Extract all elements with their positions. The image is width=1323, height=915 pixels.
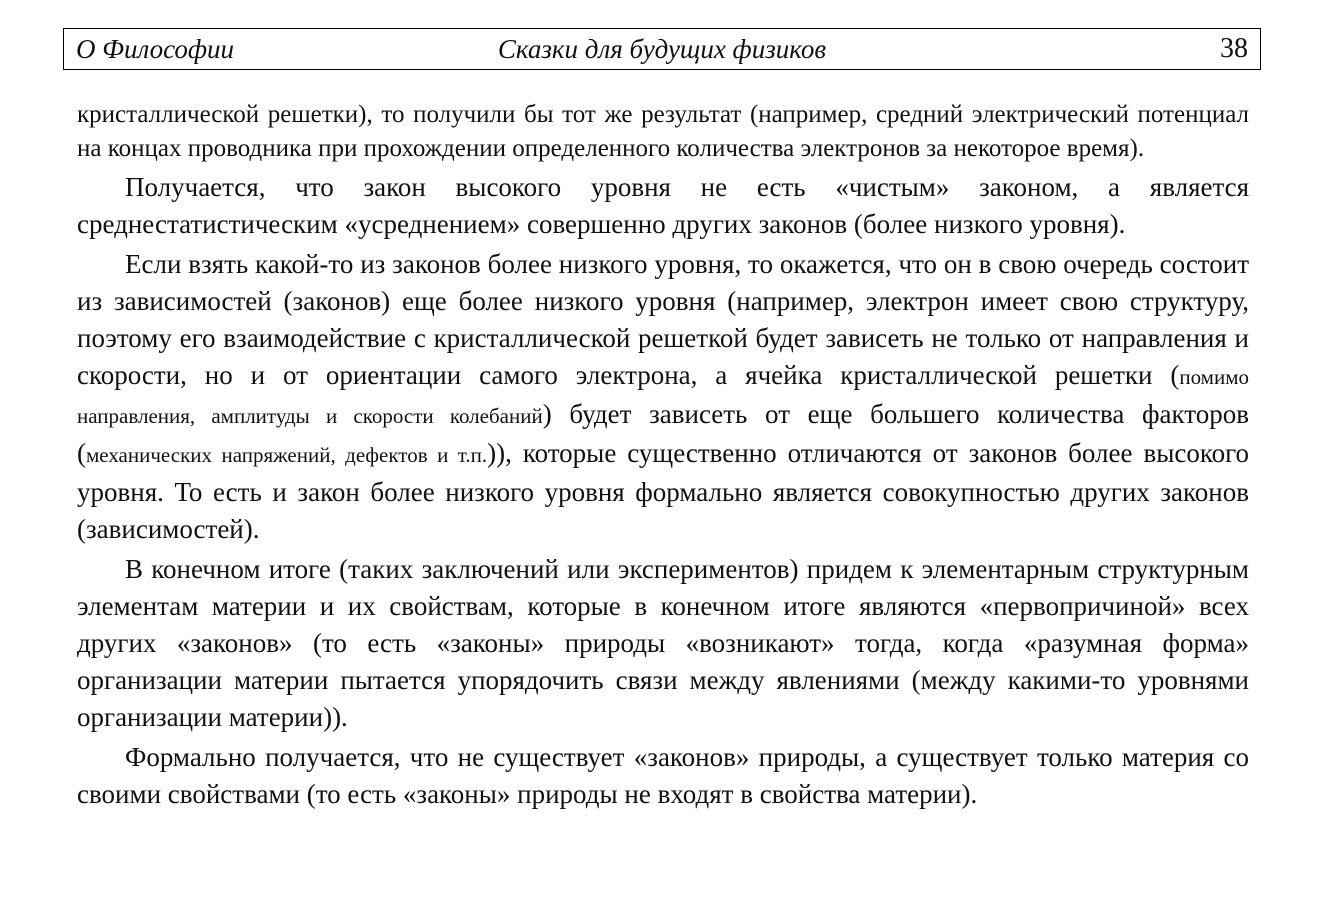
paragraph-3-note-2: механических напряжений, дефектов и т.п. [86, 443, 488, 467]
paragraph-3-part-2: ) будет зависеть от еще большего количества факторов ( [77, 399, 1249, 468]
paragraph-5: Формально получается, что не существует «законов» природы, а существует только материя со своими свойствами (то есть «законы» природы не входят в свойства материи). [77, 742, 1249, 809]
header-section-title: О Философии [76, 34, 235, 64]
page-body [77, 98, 1249, 816]
paragraph-4: В конечном итоге (таких заключений или экспериментов) придем к элементарным структурным элементам материи и их свойствам, которые в конечном итоге являются «первопричиной» всех других «законов» (то есть «законы» природы «возникают» тогда, когда «разумная форма» организации материи пытается упорядочить связи между явлениями (между какими-то уровнями организации материи)). [77, 554, 1249, 732]
header-book-title: Сказки для будущих физиков [497, 34, 827, 64]
paragraph-3-part-3: )), которые существенно отличаются от законов более высокого уровня. То есть и закон более низкого уровня формально является совокупностью других законов (зависимостей). [77, 438, 1249, 544]
paragraph-3 [77, 246, 1249, 548]
paragraph-1: кристаллической решетки), то получили бы тот же результат (например, средний электрический потенциал на концах проводника при прохождении определенного количества электронов за некоторое время). [77, 101, 1249, 162]
running-header [63, 28, 1261, 70]
paragraph-2: Получается, что закон высокого уровня не есть «чистым» законом, а является среднестатистическим «усреднением» совершенно других законов (более низкого уровня). [77, 172, 1249, 239]
paragraph-3-note-1: помимо направления, амплитуды и скорости колебаний [77, 365, 1249, 428]
paragraph-3-part-1: Если взять какой-то из законов более низкого уровня, то окажется, что он в свою очередь состоит из зависимостей (законов) еще более низкого уровня (например, электрон имеет свою структуру, поэтому его взаимодействие с кристаллической решеткой будет зависеть не только от направления и скорости, но и от ориентации самого электрона, а ячейка кристаллической решетки ( [77, 249, 1249, 390]
page-number: 38 [1220, 33, 1248, 64]
